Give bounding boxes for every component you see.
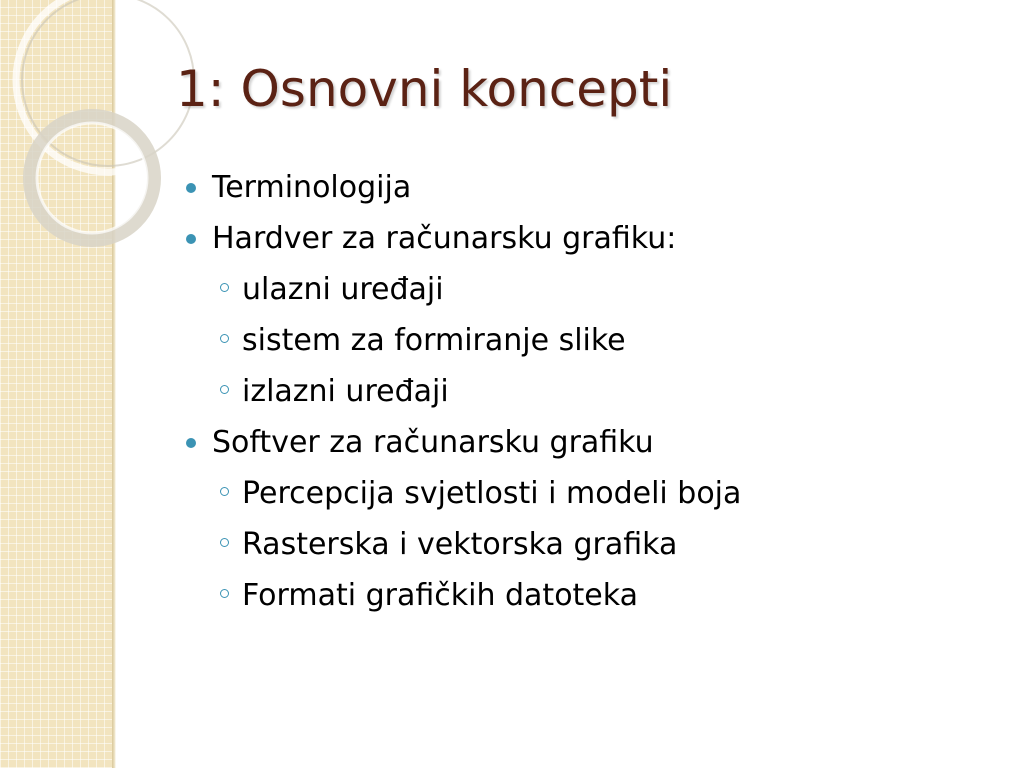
hollow-bullet-icon [220, 385, 229, 394]
filled-bullet-icon [186, 438, 196, 448]
list-item [184, 213, 984, 264]
hollow-bullet-icon [220, 283, 229, 292]
list-item [184, 417, 984, 468]
list-item-text: Terminologija [212, 170, 412, 205]
list-item-text: Rasterska i vektorska grafika [242, 527, 678, 562]
hollow-bullet-icon [220, 589, 229, 598]
list-subitem [184, 519, 984, 570]
list-item-text: izlazni uređaji [242, 374, 449, 409]
hollow-bullet-icon [220, 538, 229, 547]
list-item-text: Percepcija svjetlosti i modeli boja [242, 476, 742, 511]
list-item-text: Formati grafičkih datoteka [242, 578, 638, 613]
list-item-text: ulazni uređaji [242, 272, 444, 307]
list-item-text: sistem za formiranje slike [242, 323, 626, 358]
list-item-text: Hardver za računarsku grafiku: [212, 221, 677, 256]
list-subitem [184, 264, 984, 315]
hollow-bullet-icon [220, 487, 229, 496]
bullet-list [184, 162, 984, 621]
filled-bullet-icon [186, 234, 196, 244]
list-subitem [184, 315, 984, 366]
decorative-rings-icon [0, 0, 200, 260]
filled-bullet-icon [186, 183, 196, 193]
hollow-bullet-icon [220, 334, 229, 343]
list-subitem [184, 468, 984, 519]
list-subitem [184, 366, 984, 417]
list-subitem [184, 570, 984, 621]
list-item [184, 162, 984, 213]
list-item-text: Softver za računarsku grafiku [212, 425, 654, 460]
slide-title: 1: Osnovni koncepti [176, 60, 673, 118]
